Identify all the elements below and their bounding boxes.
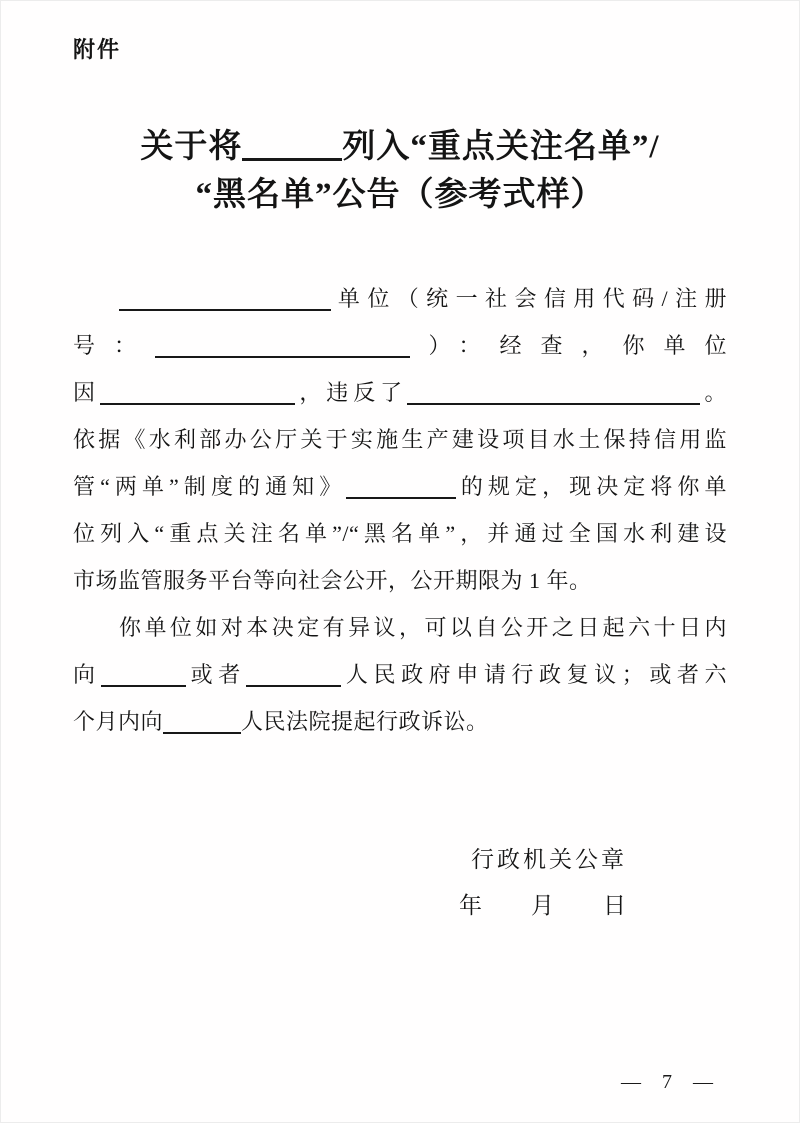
date-line: 年 月 日 (459, 893, 627, 918)
text-run: 人民政府申请行政复议；或者六 (340, 662, 727, 687)
body-line (73, 416, 727, 463)
document-body (73, 275, 727, 745)
document-title-line2: “黑名单”公告（参考式样） (195, 177, 605, 213)
footer-left-dash: — (621, 1071, 641, 1093)
body-line (73, 322, 727, 369)
text-run: 人民法院提起行政诉讼。 (241, 709, 489, 734)
text-run: 个月内向 (73, 709, 164, 734)
body-line (73, 604, 727, 651)
blank-field (100, 381, 295, 405)
page-footer (613, 1071, 721, 1094)
text-run: 单位（统一社会信用代码/注册 (331, 286, 727, 311)
blank-field (119, 287, 331, 311)
text-run: 位列入“重点关注名单”/“黑名单”，并通过全国水利建设 (73, 521, 727, 546)
text-run: 向 (73, 662, 101, 687)
blank-field (155, 334, 410, 358)
body-line (73, 698, 727, 745)
text-run: 列入“重点关注名单”/ (342, 129, 660, 165)
body-line (73, 651, 727, 698)
body-line (73, 463, 727, 510)
text-run: 的规定，现决定将你单 (456, 474, 727, 499)
text-run: 市场监管服务平台等向社会公开，公开期限为 1 年。 (73, 568, 592, 593)
text-run: ，违反了 (294, 380, 408, 405)
blank-field (101, 663, 186, 687)
body-line (73, 557, 727, 604)
body-line (73, 275, 727, 322)
body-line (73, 369, 727, 416)
blank-field (407, 381, 700, 405)
text-run: 你单位如对本决定有异议，可以自公开之日起六十日内 (119, 615, 727, 640)
blank-field (346, 475, 456, 499)
text-run: 管“两单”制度的通知》 (73, 474, 347, 499)
blank-field (163, 710, 241, 734)
page-number: 7 (662, 1071, 672, 1093)
blank-field (242, 125, 342, 161)
blank-field (246, 663, 341, 687)
text-run: 依据《水利部办公厅关于实施生产建设项目水土保持信用监 (73, 427, 727, 452)
text-run: 。 (700, 380, 727, 405)
text-run: 或者 (185, 662, 246, 687)
footer-right-dash: — (693, 1071, 713, 1093)
seal-placeholder-label: 行政机关公章 (471, 847, 627, 872)
text-run: ）：经查，你单位 (410, 333, 727, 358)
document-title-line1 (73, 123, 727, 171)
attachment-label: 附件 (73, 37, 122, 62)
text-run: 关于将 (140, 129, 243, 165)
signature-block (73, 837, 727, 929)
text-run: 因 (73, 380, 100, 405)
body-line (73, 510, 727, 557)
document-title (73, 123, 727, 219)
text-run: 号： (73, 333, 155, 358)
